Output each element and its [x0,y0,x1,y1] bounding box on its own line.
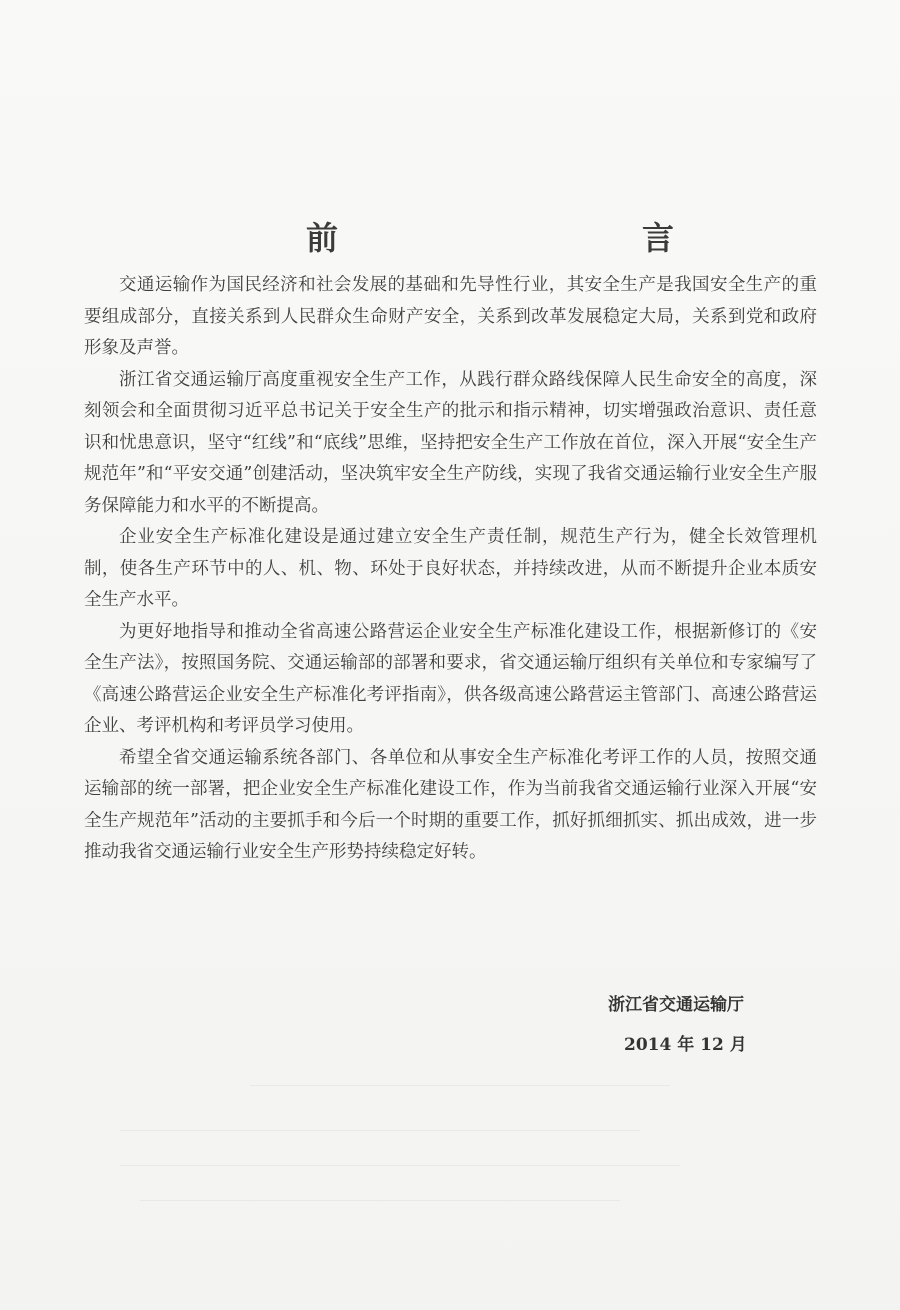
bleed-through-line [250,1085,670,1086]
paragraph-1: 交通运输作为国民经济和社会发展的基础和先导性行业，其安全生产是我国安全生产的重要组成部分，直接关系到人民群众生命财产安全，关系到改革发展稳定大局，关系到党和政府形象及声誉。 [84,275,817,358]
paragraph-5: 希望全省交通运输系统各部门、各单位和从事安全生产标准化考评工作的人员，按照交通运输部的统一部署，把企业安全生产标准化建设工作，作为当前我省交通运输行业深入开展“安全生产规范年”活动的主要抓手和今后一个时期的重要工作，抓好抓细抓实、抓出成效，进一步推动我省交通运输行业安全生产形势持续稳定好转。 [84,747,817,862]
bleed-through-line [120,1130,640,1131]
page-title: 前 言 [305,219,754,258]
bleed-through-line [140,1200,620,1201]
preface-body [84,270,817,869]
paragraph-3: 企业安全生产标准化建设是通过建立安全生产责任制，规范生产行为，健全长效管理机制，使各生产环节中的人、机、物、环处于良好状态，并持续改进，从而不断提升企业本质安全生产水平。 [84,527,817,610]
paragraph-2: 浙江省交通运输厅高度重视安全生产工作，从践行群众路线保障人民生命安全的高度，深刻领会和全面贯彻习近平总书记关于安全生产的批示和指示精神，切实增强政治意识、责任意识和忧患意识，坚守“红线”和“底线”思维，坚持把安全生产工作放在首位，深入开展“安全生产规范年”和“平安交通”创建活动，坚决筑牢安全生产防线，实现了我省交通运输行业安全生产服务保障能力和水平的不断提高。 [84,369,817,516]
bleed-through-line [120,1165,680,1166]
signature-organization: 浙江省交通运输厅 [608,995,744,1015]
signature-date: 2014 年 12 月 [624,1035,747,1055]
paragraph-4: 为更好地指导和推动全省高速公路营运企业安全生产标准化建设工作，根据新修订的《安全生产法》，按照国务院、交通运输部的部署和要求，省交通运输厅组织有关单位和专家编写了《高速公路营运企业安全生产标准化考评指南》，供各级高速公路营运主管部门、高速公路营运企业、考评机构和考评员学习使用。 [84,621,817,736]
